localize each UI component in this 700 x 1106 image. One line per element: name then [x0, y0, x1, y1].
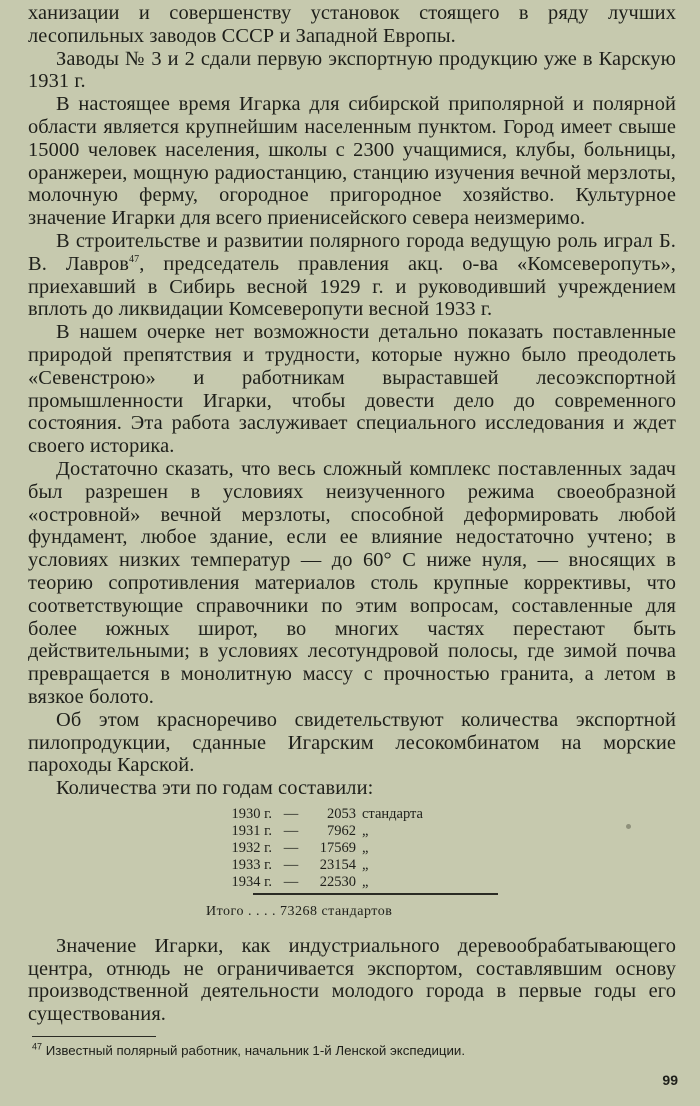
production-table-grid [228, 806, 462, 891]
closing-paragraph: Значение Игарки, как индустриального деревообрабатывающего центра, отнюдь не ограничивается экспортом, составлявшим основу производственной деятельности молодого города в первые годы его существования. [28, 934, 676, 1026]
paragraph-3-text-before: В строительстве и развитии полярного города ведущую роль играл Б. В. Лавров [28, 229, 676, 275]
table-cell-dash: — [283, 822, 299, 839]
table-cell-value: 22530 [319, 873, 356, 890]
table-cell-value: 7962 [327, 822, 356, 839]
table-cell-unit: „ [362, 839, 369, 856]
paragraph-3 [28, 230, 676, 321]
ink-spot [296, 283, 304, 291]
table-cell-unit: стандарта [362, 805, 423, 822]
paragraph-7: Количества эти по годам составили: [56, 777, 374, 800]
footnote-text: Известный полярный работник, начальник 1-й Ленской экспедиции. [45, 1043, 466, 1059]
table-cell-value: 23154 [319, 856, 356, 873]
paragraph-2: В настоящее время Игарка для сибирской приполярной и полярной области является крупнейшим населенным пунктом. Город имеет свыше 15000 человек населения, школы с 2300 учащимися, клубы, больницы, оранжереи, мощную радиостанцию, станцию изучения вечной мерзлоты, молочную ферму, огородное пригородное хозяйство. Культурное значение Игарки для всего приенисейского севера неизмеримо. [28, 93, 676, 230]
footnote [32, 1043, 676, 1059]
paragraph-4: В нашем очерке нет возможности детально показать поставленные природой препятствия и трудности, которые нужно было преодолеть «Севенстрою» и работникам выраставшей лесоэкспортной промышленности Игарки, чтобы довести дело до современного состояния. Эта работа заслуживает специального исследования и ждет своего историка. [28, 321, 676, 458]
table-cell-dash: — [283, 873, 299, 890]
table-cell-unit: „ [362, 873, 369, 890]
table-cell-dash: — [283, 856, 299, 873]
paragraph-0: ханизации и совершенству установок стоящего в ряду лучших лесопильных заводов СССР и Западной Европы. [28, 2, 676, 47]
table-cell-unit: „ [362, 822, 369, 839]
table-cell-value: 2053 [327, 805, 356, 822]
table-cell-year: 1931 г. [231, 822, 272, 839]
table-cell-year: 1934 г. [231, 873, 272, 890]
table-row [228, 823, 462, 840]
footnote-rule [32, 1036, 156, 1037]
table-cell-year: 1933 г. [231, 856, 272, 873]
table-cell-year: 1930 г. [231, 805, 272, 822]
table-row [228, 874, 462, 891]
table-row [228, 840, 462, 857]
paragraph-5: Достаточно сказать, что весь сложный комплекс поставленных задач был разрешен в условиях неизученного режима своеобразной «островной» вечной мерзлоты, способной деформировать любой фундамент, любое здание, если ее влияние недостаточно учтено; в условиях низких температур — до 60° С ниже нуля, — вносящих в теорию сопротивления материалов столь крупные коррективы, что соответствующие справочники по этим вопросам, составленные для более южных широт, во многих частях перестают быть действительными; в условиях лесотундровой полосы, где зимой почва превращается в монолитную массу с прочностью гранита, а летом в вязкое болото. [28, 457, 676, 708]
table-total: Итого . . . . 73268 стандартов [206, 903, 393, 919]
paragraph-3-text-after: , председатель правления акц. о-ва «Комсеверопуть», приехавший в Сибирь весной 1929 г. и руководивший учреждением вплоть до ликвидации Комсеверопути весной 1933 г. [28, 252, 676, 321]
table-total-rule [253, 893, 498, 895]
page-number: 99 [662, 1072, 678, 1088]
table-cell-dash: — [283, 839, 299, 856]
table-cell-unit: „ [362, 856, 369, 873]
table-row [228, 806, 462, 823]
footnote-marker: 47 [32, 1041, 43, 1052]
paragraph-1: Заводы № 3 и 2 сдали первую экспортную продукцию уже в Карскую 1931 г. [28, 47, 676, 93]
footnote-reference: 47 [128, 253, 140, 265]
table-cell-value: 17569 [319, 839, 356, 856]
ink-spot [626, 824, 631, 829]
table-cell-dash: — [283, 805, 299, 822]
production-table [28, 806, 676, 921]
table-cell-year: 1932 г. [231, 839, 272, 856]
table-row [228, 857, 462, 874]
paragraph-6: Об этом красноречиво свидетельствуют количества экспортной пилопродукции, сданные Игарским лесокомбинатом на морские пароходы Карской. [28, 708, 676, 777]
